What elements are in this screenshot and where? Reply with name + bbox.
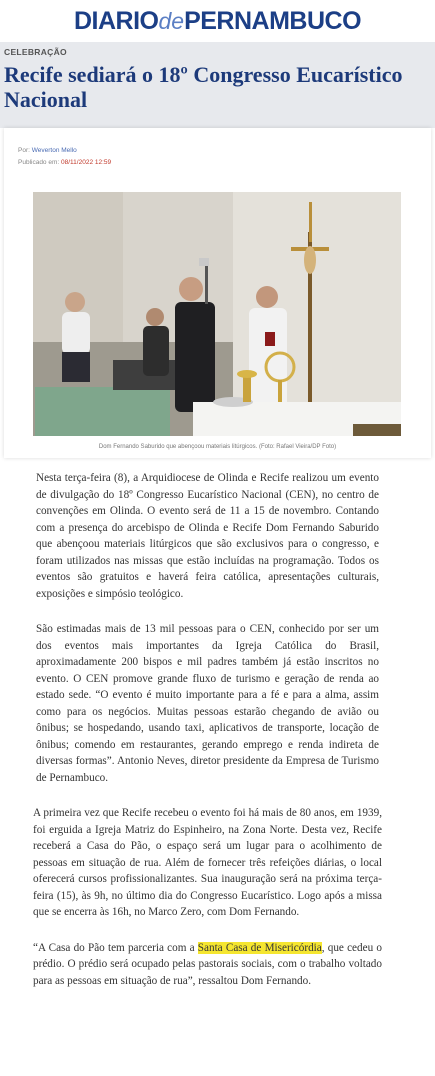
logo-text-pernambuco: PERNAMBUCO: [184, 6, 362, 35]
article-media-card: [4, 128, 431, 458]
masthead: [0, 0, 435, 42]
photo-illustration: [33, 192, 401, 436]
author-link[interactable]: Weverton Mello: [31, 147, 77, 154]
photo-caption: Dom Fernando Saburido que abençoou materiais litúrgicos. (Foto: Rafael Vieira/DP Foto): [98, 444, 337, 450]
logo-text-diario: DIARIO: [73, 6, 159, 35]
paragraph-4-end: , que cedeu o prédio. O prédio será ocupado pelas pastorais sociais, com o trabalho voltado para as pessoas em situação de rua”, ressaltou Dom Fernando.: [33, 941, 382, 987]
article-meta: [18, 145, 111, 169]
article-paragraph-3: A primeira vez que Recife recebeu o evento foi há mais de 80 anos, em 1939, foi erguida a Igreja Matriz do Espinheiro, na Zona Norte. Desta vez, Recife receberá a Casa do Pão, o espaço será um lugar para o acolhimento de pessoas em situação de rua. Além de fornecer três refeições diárias, o local oferecerá cursos profissionalizantes. Sua inauguração será na próxima terça-feira (15), às 9h, no último dia do Congresso Eucarístico. Logo após a missa que se encerra às 16h, no Marco Zero, com Dom Fernando.: [33, 807, 382, 918]
highlighted-link-santa-casa[interactable]: Santa Casa de Misericórdia: [197, 941, 322, 954]
article-header: [0, 42, 435, 128]
article-paragraph-1: Nesta terça-feira (8), a Arquidiocese de Olinda e Recife realizou um evento de divulgação do 18º Congresso Eucarístico Nacional (CEN), no centro de convenções em Olinda. O evento será de 11 a 15 de novembro. Contando com a presença do arcebispo de Olinda e Recife Dom Fernando Saburido que abençoou materiais litúrgicos que são exclusivos para o congresso, e foram utilizados nas missas que estão incluídas na programação. Todos os eventos são gratuitos e haverá feira católica, apresentações culturais, exposições e simpósio teológico.: [36, 472, 379, 600]
logo-text-de: de: [158, 7, 185, 34]
article-paragraph-2: São estimadas mais de 13 mil pessoas para o CEN, conhecido por ser um dos eventos mais importantes da Igreja Católica do Brasil, aproximadamente 200 bispos e mil padres também já estão inscritos no evento. O CEN promove grande fluxo de turismo e geração de renda ao estado sede. “O evento é muito importante para a fé e para a alma, assim como para os negócios. Muitas pessoas estarão chegando de avião ou ônibus; se hospedando, usando taxi, aplicativos de transporte, locação de ônibus; comendo em restaurantes, gerando emprego e renda indireta de diversas formas”. Antonio Neves, diretor presidente da Empresa de Turismo de Pernambuco.: [36, 623, 379, 784]
article-body: [33, 470, 382, 1008]
article-kicker: CELEBRAÇÃO: [4, 47, 67, 57]
article-photo[interactable]: [33, 192, 401, 436]
publish-date: 08/11/2022 12:59: [61, 159, 112, 166]
paragraph-4-start: “A Casa do Pão tem parceria com a: [33, 941, 198, 954]
author-prefix: Por:: [18, 147, 30, 154]
article-headline: Recife sediará o 18º Congresso Eucarístico Nacional: [4, 62, 403, 112]
article-paragraph-4: [33, 940, 382, 990]
date-prefix: Publicado em:: [18, 159, 60, 166]
site-logo[interactable]: [74, 7, 361, 36]
